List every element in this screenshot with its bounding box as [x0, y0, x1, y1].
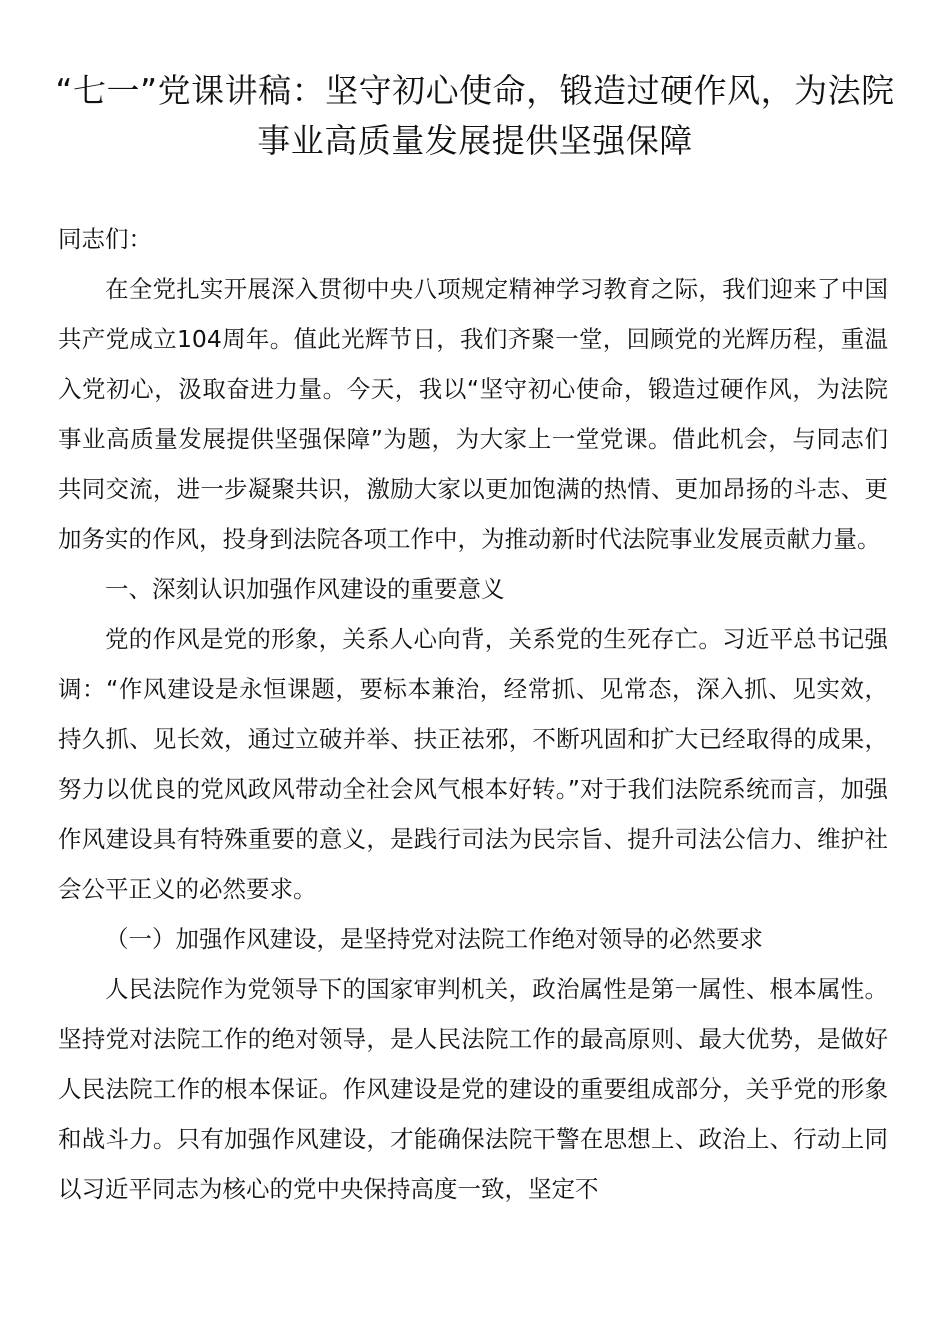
paragraph-subsection-one: 人民法院作为党领导下的国家审判机关，政治属性是第一属性、根本属性。坚持党对法院工作的绝对领导，是人民法院工作的最高原则、最大优势，是做好人民法院工作的根本保证。作风建设是党的建设的重要组成部分，关乎党的形象和战斗力。只有加强作风建设，才能确保法院干警在思想上、政治上、行动上同以习近平同志为核心的党中央保持高度一致，坚定不	[58, 975, 888, 1203]
subsection-heading: （一）加强作风建设，是坚持党对法院工作绝对领导的必然要求	[105, 925, 763, 953]
paragraph-section-one: 党的作风是党的形象，关系人心向背，关系党的生死存亡。习近平总书记强调：“作风建设是永恒课题，要标本兼治，经常抓、见常态，深入抓、见实效，持久抓、见长效，通过立破并举、扶正祛邪，不断巩固和扩大已经取得的成果，努力以优良的党风政风带动全社会风气根本好转。”对于我们法院系统而言，加强作风建设具有特殊重要的意义，是践行司法为民宗旨、提升司法公信力、维护社会公平正义的必然要求。	[58, 625, 888, 903]
paragraph-intro: 在全党扎实开展深入贯彻中央八项规定精神学习教育之际，我们迎来了中国共产党成立104周年。值此光辉节日，我们齐聚一堂，回顾党的光辉历程，重温入党初心，汲取奋进力量。今天，我以“坚守初心使命，锻造过硬作风，为法院事业高质量发展提供坚强保障”为题，为大家上一堂党课。借此机会，与同志们共同交流，进一步凝聚共识，激励大家以更加饱满的热情、更加昂扬的斗志、更加务实的作风，投身到法院各项工作中，为推动新时代法院事业发展贡献力量。	[58, 275, 888, 553]
section-heading: 一、深刻认识加强作风建设的重要意义	[105, 575, 505, 603]
document-title: “七一”党课讲稿：坚守初心使命，锻造过硬作风，为法院事业高质量发展提供坚强保障	[55, 71, 895, 160]
document-body	[58, 214, 888, 1214]
salutation: 同志们：	[58, 225, 152, 253]
